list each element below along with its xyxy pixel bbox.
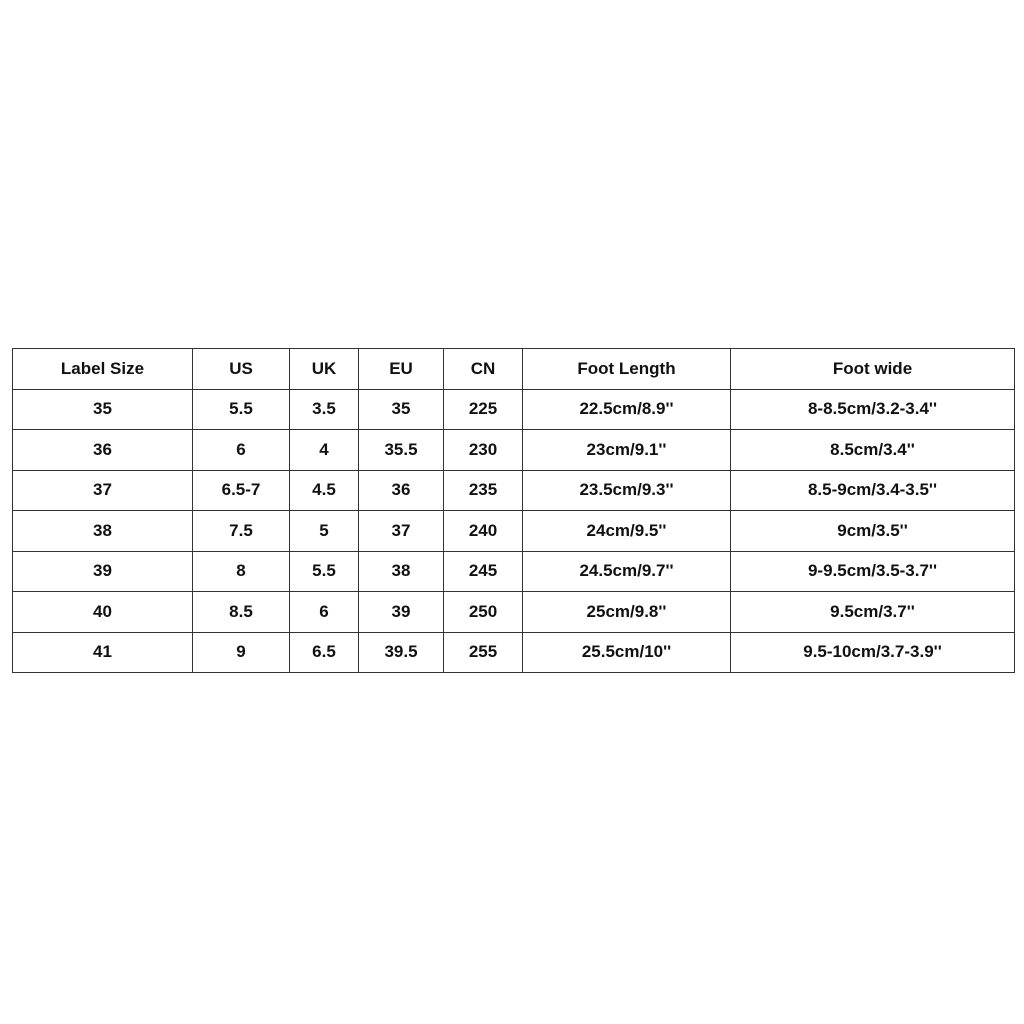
table-cell: 37 <box>359 511 444 552</box>
table-header-row <box>13 349 1015 390</box>
table-cell: 4 <box>290 430 359 471</box>
table-cell: 25.5cm/10'' <box>523 632 731 673</box>
table-cell: 7.5 <box>193 511 290 552</box>
table-cell: 225 <box>444 389 523 430</box>
table-cell: 6 <box>193 430 290 471</box>
table-cell: 23cm/9.1'' <box>523 430 731 471</box>
table-cell: 35.5 <box>359 430 444 471</box>
table-cell: 8 <box>193 551 290 592</box>
table-cell: 9cm/3.5'' <box>731 511 1015 552</box>
table-cell: 230 <box>444 430 523 471</box>
table-cell: 8.5cm/3.4'' <box>731 430 1015 471</box>
table-row <box>13 470 1015 511</box>
table-cell: 9-9.5cm/3.5-3.7'' <box>731 551 1015 592</box>
table-cell: 24.5cm/9.7'' <box>523 551 731 592</box>
table-cell: 35 <box>13 389 193 430</box>
table-row <box>13 551 1015 592</box>
table-cell: 235 <box>444 470 523 511</box>
table-cell: 38 <box>13 511 193 552</box>
table-cell: 9.5cm/3.7'' <box>731 592 1015 633</box>
header-cn: CN <box>444 349 523 390</box>
table-cell: 9 <box>193 632 290 673</box>
table-row <box>13 592 1015 633</box>
table-cell: 39 <box>13 551 193 592</box>
table-cell: 36 <box>359 470 444 511</box>
table-cell: 37 <box>13 470 193 511</box>
table-cell: 40 <box>13 592 193 633</box>
table-cell: 5 <box>290 511 359 552</box>
table-cell: 24cm/9.5'' <box>523 511 731 552</box>
table-cell: 8-8.5cm/3.2-3.4'' <box>731 389 1015 430</box>
table-cell: 6.5 <box>290 632 359 673</box>
table-cell: 39 <box>359 592 444 633</box>
table-cell: 8.5 <box>193 592 290 633</box>
table-cell: 3.5 <box>290 389 359 430</box>
table-cell: 6 <box>290 592 359 633</box>
table-cell: 4.5 <box>290 470 359 511</box>
table-row <box>13 632 1015 673</box>
table-cell: 22.5cm/8.9'' <box>523 389 731 430</box>
table-cell: 41 <box>13 632 193 673</box>
header-us: US <box>193 349 290 390</box>
size-chart-table <box>12 348 1015 673</box>
table-cell: 240 <box>444 511 523 552</box>
table-cell: 245 <box>444 551 523 592</box>
table-cell: 25cm/9.8'' <box>523 592 731 633</box>
table-cell: 250 <box>444 592 523 633</box>
table-row <box>13 430 1015 471</box>
table-cell: 38 <box>359 551 444 592</box>
table-cell: 5.5 <box>193 389 290 430</box>
header-uk: UK <box>290 349 359 390</box>
table-row <box>13 511 1015 552</box>
table-cell: 6.5-7 <box>193 470 290 511</box>
header-label-size: Label Size <box>13 349 193 390</box>
table-cell: 35 <box>359 389 444 430</box>
table-cell: 255 <box>444 632 523 673</box>
table-cell: 23.5cm/9.3'' <box>523 470 731 511</box>
table-cell: 5.5 <box>290 551 359 592</box>
table-cell: 39.5 <box>359 632 444 673</box>
header-foot-length: Foot Length <box>523 349 731 390</box>
table-row <box>13 389 1015 430</box>
table-cell: 9.5-10cm/3.7-3.9'' <box>731 632 1015 673</box>
header-foot-wide: Foot wide <box>731 349 1015 390</box>
header-eu: EU <box>359 349 444 390</box>
table-cell: 36 <box>13 430 193 471</box>
table-cell: 8.5-9cm/3.4-3.5'' <box>731 470 1015 511</box>
